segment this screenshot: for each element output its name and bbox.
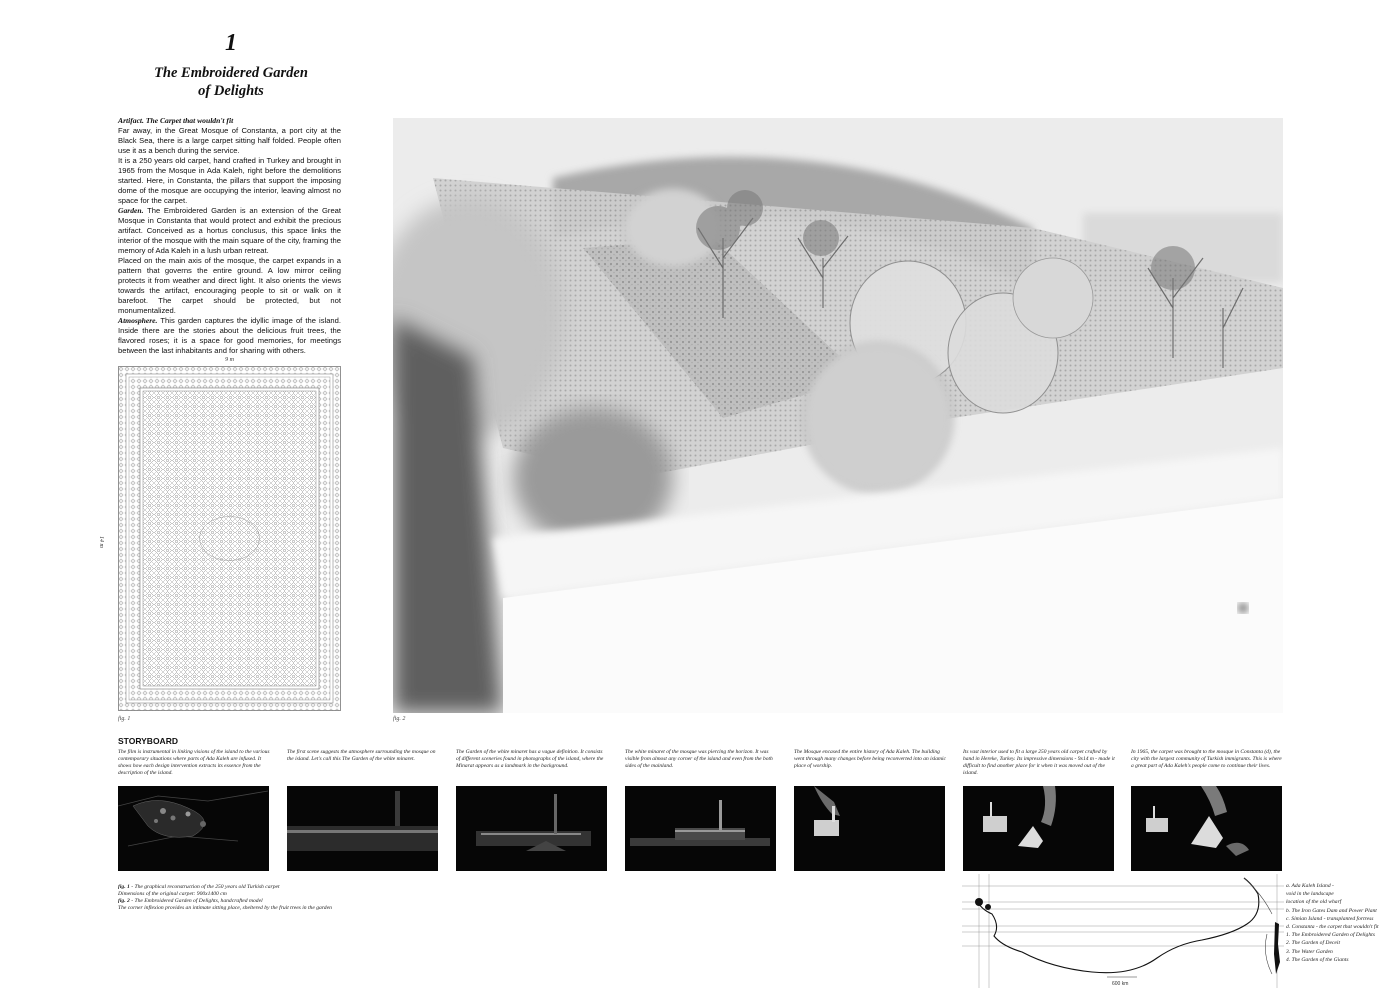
legend-item: location of the old wharf [1286, 899, 1342, 906]
fig2-caption-label: fig. 2 [118, 898, 130, 904]
legend-item: 1. The Embroidered Garden of Delights [1286, 932, 1375, 939]
atmosphere-heading: Atmosphere. [118, 316, 158, 325]
legend-item: b. The Iron Gates Dam and Power Plant [1286, 907, 1377, 914]
frame-caption: The film is instrumental in linking visions of the island to the various contemporary situations where parts of Ada Kaleh are infused. It shows how each design intervention extracts its essence from the description of the island. [118, 749, 270, 776]
legend-item: d. Constanta - the carpet that wouldn't fit [1286, 924, 1379, 931]
storyboard-frame [1131, 749, 1283, 876]
intro-text [118, 116, 341, 356]
legend-item: a. Ada Kaleh Island - [1286, 883, 1334, 889]
storyboard-frame [456, 749, 608, 876]
frame-image-mosque-blur [287, 786, 438, 871]
placement-paragraph: Placed on the main axis of the mosque, the carpet expands in a pattern that governs the entire ground. A low mirror ceiling protects it from weather and direct light. It also orients the views towards the artifact, encouraging people to sit or walk on it barefoot. The carpet should be protected, but not monumentalized. [118, 256, 341, 315]
garden-model-photo [393, 118, 1283, 713]
storyboard-frame [625, 749, 777, 876]
fig2-detail: The corner inflexion provides an intimate sitting place, sheltered by the fruit trees in the garden [118, 905, 332, 911]
map-legend [1286, 882, 1398, 964]
figure-captions [118, 884, 340, 912]
storyboard-heading: STORYBOARD [118, 736, 178, 746]
storyboard-frame [963, 749, 1115, 876]
frame-image-hand-models [963, 786, 1114, 871]
fig1-caption-text: - The graphical reconstruction of the 250 years old Turkish carpet [129, 884, 280, 890]
frame-caption: The Mosque encased the entire history of Ada Kaleh. The building went through many changes before being reconverted into an islamic place of worship. [794, 749, 946, 769]
garden-heading: Garden. [118, 206, 144, 215]
frame-image-map [118, 786, 269, 871]
project-number: 1 [225, 30, 237, 56]
carpet-fig-label: fig. 1 [118, 716, 131, 722]
carpet-drawing [118, 366, 341, 711]
legend-item: void in the landscape [1286, 891, 1334, 898]
frame-caption: Its vast interior used to fit a large 250 years old carpet crafted by hand in Hereke, Turkey. Its impressive dimensions - 9x14 m - made it difficult to find another place for it when it was moved out of the island. [963, 749, 1115, 776]
frame-image-mosque-model [794, 786, 945, 871]
fig1-dimensions: Dimensions of the original carpet: 900x1400 cm [118, 891, 227, 897]
legend-item: 4. The Garden of the Giants [1286, 956, 1349, 963]
storyboard-frame [118, 749, 270, 876]
title-line-2: of Delights [198, 83, 264, 99]
title-line-1: The Embroidered Garden [154, 65, 308, 81]
project-title [118, 64, 344, 100]
danube-map [962, 874, 1284, 988]
carpet-width-label: 9 m [225, 357, 234, 363]
artifact-heading: Artifact. The Carpet that wouldn't fit [118, 116, 234, 125]
fig2-caption-text: - The Embroidered Garden of Delights, handcrafted model [129, 898, 263, 904]
garden-paragraph: The Embroidered Garden is an extension of the Great Mosque in Constanta that would protect and exhibit the precious artifact. Conceived as a hortus conclusus, this space links the interior of the mosque with the main square of the city, framing the memory of Ada Kaleh in a lush urban retreat. [118, 206, 341, 255]
frame-caption: The first scene suggests the atmosphere surrounding the mosque on the island. Let's call this The Garden of the white minaret. [287, 749, 436, 762]
frame-caption: The white minaret of the mosque was piercing the horizon. It was visible from almost any corner of the island and even from the both sides of the mainland. [625, 749, 773, 769]
carpet-history-paragraph: It is a 250 years old carpet, hand crafted in Turkey and brought in 1965 from the Mosque in Ada Kaleh, right before the demolitions started. Here, in Constanta, the pillars that support the imposing dome of the mosque are occupying the interior, leaving almost no space for the carpet. [118, 156, 341, 205]
frame-image-minaret-horizon [625, 786, 776, 871]
storyboard-frame [794, 749, 946, 876]
map-scale-label: 600 km [1112, 981, 1129, 987]
frame-caption: In 1965, the carpet was brought to the mosque in Constanta (d), the city with the largest community of Turkish immigrants. This is where a great part of Ada Kaleh's people come to continue their lives. [1131, 749, 1282, 769]
carpet-height-label: 14 m [98, 536, 104, 548]
photo-fig-label: fig. 2 [393, 716, 406, 722]
frame-image-minaret-garden [456, 786, 607, 871]
fig1-caption-label: fig. 1 [118, 884, 130, 890]
legend-item: 2. The Garden of Deceit [1286, 940, 1341, 947]
storyboard-frame [287, 749, 439, 876]
atmosphere-paragraph: This garden captures the idyllic image of the island. Inside there are the stories about the delicious fruit trees, the flavored roses; it is a space for good memories, for meetings between the last inhabitants and for sharing with others. [118, 316, 341, 355]
legend-item: c. Simian Island - transplanted fortress [1286, 915, 1374, 922]
legend-item: 3. The Water Garden [1286, 948, 1333, 955]
artifact-paragraph: Far away, in the Great Mosque of Constanta, a port city at the Black Sea, there is a large carpet sitting half folded. People often use it as a bench during the service. [118, 126, 341, 155]
frame-caption: The Garden of the white minaret has a vague definition. It consists of different sceneries found in photographs of the island, where the Minarat appears as a landmark in the background. [456, 749, 604, 769]
frame-image-carpet-move [1131, 786, 1282, 871]
